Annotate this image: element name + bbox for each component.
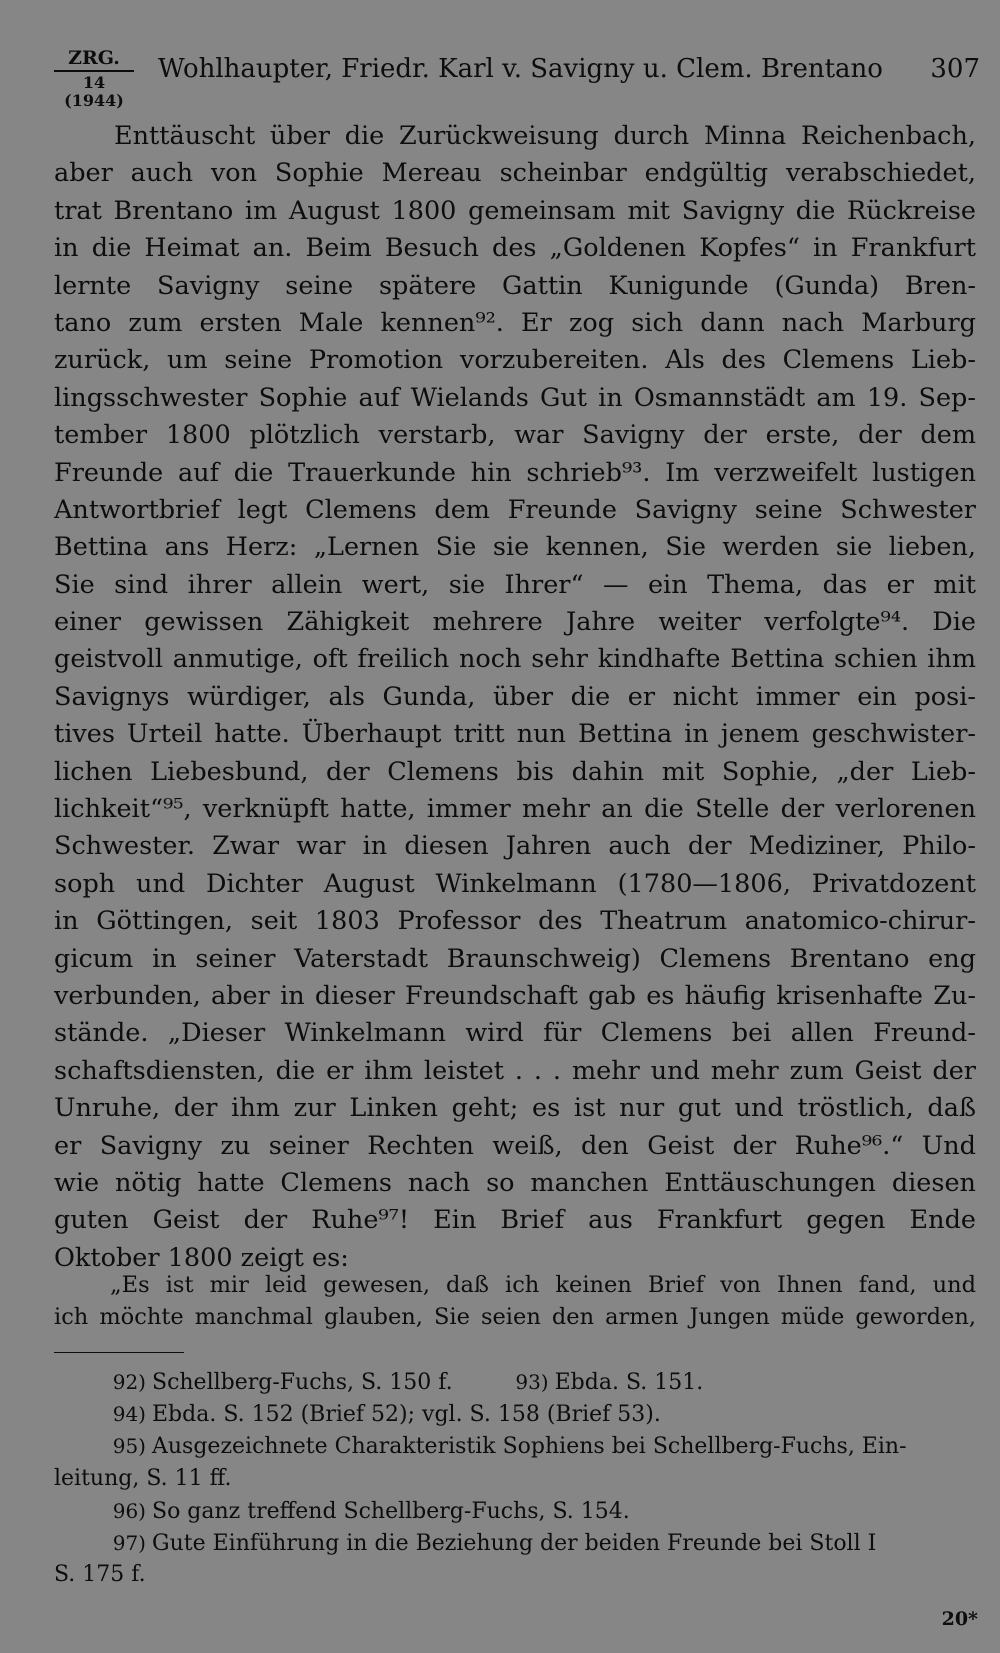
text-line: Oktober 1800 zeigt es: [54, 1242, 349, 1273]
text-line: schaftsdiensten, die er ihm leistet . . . mehr und mehr zum Geist der [54, 1055, 976, 1086]
footnote-text: Ebda. S. 152 (Brief 52); vgl. S. 158 (Brief 53). [152, 1402, 661, 1428]
footnote-text: So ganz treffend Schellberg-Fuchs, S. 154. [152, 1498, 630, 1524]
text-line: tives Urteil hatte. Überhaupt tritt nun Bettina in jenem geschwister- [54, 719, 976, 750]
footnote-number: 93) [515, 1370, 549, 1394]
letter-quotation [54, 1269, 976, 1333]
text-line: tember 1800 plötzlich verstarb, war Savigny der erste, der dem [54, 420, 976, 451]
main-text [54, 118, 976, 1277]
footnote-text: Gute Einführung in die Beziehung der beiden Freunde bei Stoll I [152, 1530, 877, 1556]
text-line: wie nötig hatte Clemens nach so manchen Enttäuschungen diesen [54, 1167, 976, 1198]
text-line: trat Brentano im August 1800 gemeinsam mit Savigny die Rückreise [54, 195, 976, 226]
text-line: einer gewissen Zähigkeit mehrere Jahre weiter verfolgte⁹⁴. Die [54, 607, 976, 638]
text-line: in Göttingen, seit 1803 Professor des Theatrum anatomico-chirur- [54, 906, 976, 937]
journal-abbreviation-block [54, 48, 134, 110]
footnote-text: Ebda. S. 151. [554, 1370, 704, 1395]
footnote-97 [54, 1527, 976, 1559]
text-line: verbunden, aber in dieser Freundschaft gab es häufig krisenhafte Zu- [54, 980, 976, 1011]
printer-signature-mark: 20* [941, 1608, 978, 1630]
journal-abbreviation: ZRG. [68, 47, 120, 69]
footnotes [54, 1366, 976, 1591]
footnote-number: 94) [112, 1402, 146, 1427]
text-line: lichen Liebesbund, der Clemens bis dahin mit Sophie, „der Lieb- [54, 756, 976, 787]
text-line: gicum in seiner Vaterstadt Braunschweig) Clemens Brentano eng [54, 943, 976, 974]
footnote-text: Ausgezeichnete Charakteristik Sophiens bei Schellberg-Fuchs, Ein- [152, 1434, 907, 1460]
text-line: Schwester. Zwar war in diesen Jahren auch der Mediziner, Philo- [54, 831, 976, 862]
quote-line: „Es ist mir leid gewesen, daß ich keinen Brief von Ihnen fand, und [110, 1272, 976, 1298]
text-line: Bettina ans Herz: „Lernen Sie sie kennen, Sie werden sie lieben, [54, 532, 976, 563]
text-line: Savignys würdiger, als Gunda, über die er nicht immer ein posi- [54, 681, 976, 712]
footnote-92-93 [54, 1366, 976, 1398]
text-line: Unruhe, der ihm zur Linken geht; es ist nur gut und tröstlich, daß [54, 1093, 976, 1124]
text-line: zurück, um seine Promotion vorzubereiten. Als des Clemens Lieb- [54, 345, 976, 376]
text-line: guten Geist der Ruhe⁹⁷! Ein Brief aus Frankfurt gegen Ende [54, 1205, 976, 1236]
footnote-number: 96) [112, 1498, 146, 1523]
footnote-97-continuation: S. 175 f. [54, 1562, 146, 1588]
quote-line: ich möchte manchmal glauben, Sie seien den armen Jungen müde geworden, [54, 1304, 976, 1330]
footnote-number: 97) [112, 1530, 146, 1555]
text-line: lingsschwester Sophie auf Wielands Gut in Osmannstädt am 19. Sep- [54, 382, 976, 413]
footnote-text: Schellberg-Fuchs, S. 150 f. [152, 1370, 453, 1395]
text-line: lernte Savigny seine spätere Gattin Kunigunde (Gunda) Bren- [54, 270, 976, 301]
footnote-95-continuation: leitung, S. 11 ff. [54, 1465, 232, 1491]
text-line: aber auch von Sophie Mereau scheinbar endgültig verabschiedet, [54, 158, 976, 189]
text-line: er Savigny zu seiner Rechten weiß, den Geist der Ruhe⁹⁶.“ Und [54, 1130, 976, 1161]
text-line: Freunde auf die Trauerkunde hin schrieb⁹³. Im verzweifelt lustigen [54, 457, 976, 488]
footnote-number: 95) [112, 1434, 146, 1459]
footnote-96 [54, 1495, 976, 1527]
text-line: lichkeit“⁹⁵, verknüpft hatte, immer mehr an die Stelle der verlorenen [54, 794, 976, 825]
text-line: geistvoll anmutige, oft freilich noch sehr kindhafte Bettina schien ihm [54, 644, 976, 675]
footnote-number: 92) [112, 1370, 146, 1394]
text-line: tano zum ersten Male kennen⁹². Er zog sich dann nach Marburg [54, 307, 976, 338]
text-line: in die Heimat an. Beim Besuch des „Goldenen Kopfes“ in Frankfurt [54, 233, 976, 264]
running-title: Wohlhaupter, Friedr. Karl v. Savigny u. Clem. Brentano [158, 54, 883, 84]
text-line: soph und Dichter August Winkelmann (1780—1806, Privatdozent [54, 868, 976, 899]
footnote-95 [54, 1430, 976, 1462]
header-rule [54, 70, 134, 72]
running-header [54, 47, 980, 110]
footnote-94 [54, 1398, 976, 1430]
text-line: stände. „Dieser Winkelmann wird für Clemens bei allen Freund- [54, 1018, 976, 1049]
text-line: Enttäuscht über die Zurückweisung durch Minna Reichenbach, [114, 121, 976, 151]
text-line: Antwortbrief legt Clemens dem Freunde Savigny seine Schwester [54, 494, 976, 525]
text-line: Sie sind ihrer allein wert, sie Ihrer“ — ein Thema, das er mit [54, 569, 976, 600]
footnote-separator [54, 1352, 184, 1353]
page-number: 307 [930, 54, 980, 84]
journal-volume: 14 (1944) [64, 73, 124, 110]
